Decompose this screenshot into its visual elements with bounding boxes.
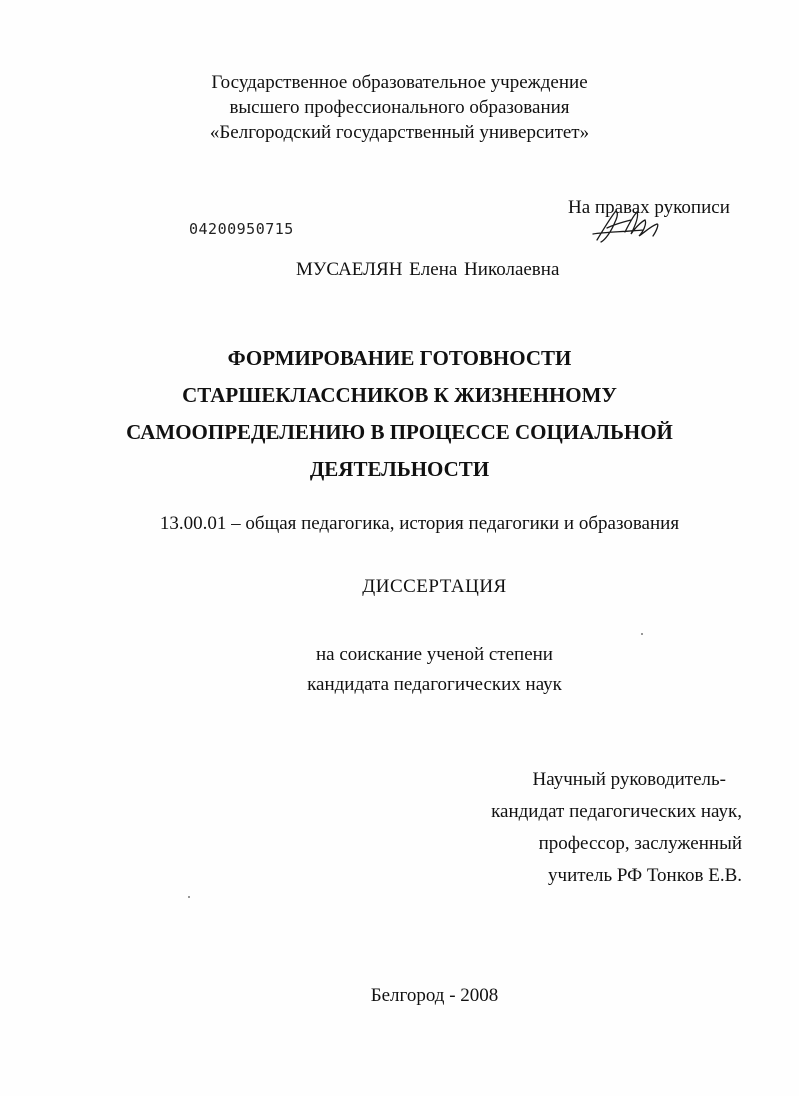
supervisor-line-4: учитель РФ Тонков Е.В. bbox=[548, 865, 742, 886]
signature-icon bbox=[585, 202, 665, 250]
archive-number: 04200950715 bbox=[189, 220, 294, 238]
institution-header bbox=[0, 70, 799, 145]
institution-line-1: Государственное образовательное учреждение bbox=[211, 72, 588, 93]
specialty-code: 13.00.01 – общая педагогика, история педагогики и образования bbox=[159, 513, 680, 534]
degree-line-1: на соискание ученой степени bbox=[316, 644, 553, 665]
supervisor-line-3: профессор, заслуженный bbox=[538, 833, 742, 854]
degree-statement bbox=[35, 640, 799, 700]
title-line-3: САМООПРЕДЕЛЕНИЮ В ПРОЦЕССЕ СОЦИАЛЬНОЙ bbox=[126, 420, 673, 444]
supervisor-block bbox=[491, 764, 742, 892]
institution-line-2: высшего профессионального образования bbox=[229, 97, 570, 118]
supervisor-line-1: Научный руководитель- bbox=[532, 769, 726, 790]
document-type: ДИССЕРТАЦИЯ bbox=[362, 576, 507, 597]
rights-notice: На правах рукописи bbox=[568, 197, 730, 218]
author-name: МУСАЕЛЯН Елена Николаевна bbox=[296, 259, 560, 280]
title-line-1: ФОРМИРОВАНИЕ ГОТОВНОСТИ bbox=[227, 346, 572, 370]
city-year: Белгород - 2008 bbox=[370, 985, 499, 1006]
dissertation-title bbox=[0, 340, 799, 488]
scan-speck bbox=[188, 896, 190, 898]
supervisor-line-2: кандидат педагогических наук, bbox=[491, 801, 742, 822]
scan-speck bbox=[641, 633, 643, 635]
institution-line-3: «Белгородский государственный университет» bbox=[209, 122, 590, 143]
title-line-4: ДЕЯТЕЛЬНОСТИ bbox=[309, 457, 490, 481]
degree-line-2: кандидата педагогических наук bbox=[307, 674, 562, 695]
title-line-2: СТАРШЕКЛАССНИКОВ К ЖИЗНЕННОМУ bbox=[182, 383, 617, 407]
